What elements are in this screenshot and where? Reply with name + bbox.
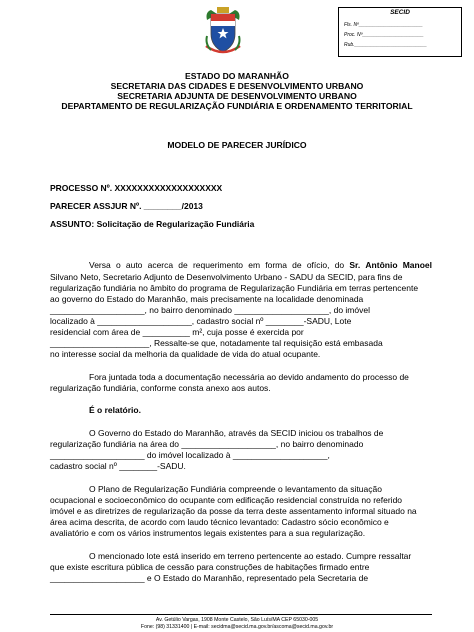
report-closing: É o relatório. bbox=[89, 405, 141, 415]
coat-of-arms-icon bbox=[203, 6, 243, 58]
p1-line2: Silvano Neto, Secretario Adjunto de Desenvolvimento Urbano - SADU da SECID, para fins de bbox=[50, 272, 403, 282]
p3-line1: O Governo do Estado do Maranhão, através da SECID iniciou os trabalhos de bbox=[89, 428, 384, 438]
p1-line1: Versa o auto acerca de requerimento em forma de ofício, do Sr. Antônio Manoel bbox=[89, 260, 432, 270]
header-adjunct: SECRETARIA ADJUNTA DE DESENVOLVIMENTO URBANO bbox=[117, 91, 357, 101]
subject-label: ASSUNTO: bbox=[50, 219, 95, 229]
header-state: ESTADO DO MARANHÃO bbox=[185, 71, 289, 81]
p2-line2: regularização fundiária, conforme consta anexo aos autos. bbox=[50, 383, 271, 393]
footer-contact: Fone: (98) 31331400 | E-mail: secidma@secid.ma.gov.br/ascoma@secid.ma.gov.br bbox=[140, 624, 334, 630]
p1-line8: _____________________, Ressalte-se que, notadamente tal requisição está embasada bbox=[50, 338, 383, 348]
stamp-title: SECID bbox=[390, 9, 410, 16]
p4-line1: O Plano de Regularização Fundiária compreende o levantamento da situação bbox=[89, 484, 382, 494]
processo-number: PROCESSO Nº. XXXXXXXXXXXXXXXXXXX bbox=[50, 183, 223, 193]
p5-line2: que existe escritura pública de cessão para construções de habitações firmado entre bbox=[50, 562, 370, 572]
subject-value: Solicitação de Regularização Fundiária bbox=[96, 219, 255, 229]
p1-line5: ____________________, no bairro denominado ____________________, do imóvel bbox=[50, 305, 370, 315]
protocol-stamp bbox=[338, 7, 462, 57]
stamp-proc: Proc. Nº______________________ bbox=[344, 32, 424, 38]
footer-address: Av. Getúlio Vargas, 1908 Monte Castelo, São Luís/MA CEP 65030-005 bbox=[155, 617, 319, 623]
p5-line1: O mencionado lote está inserido em terreno pertencente ao estado. Cumpre ressaltar bbox=[89, 551, 412, 561]
p4-line3: imóvel e as diretrizes de regularização da posse da terra deste assentamento informal situado na bbox=[50, 506, 417, 516]
p4-line4: área acima descrita, de acordo com laudo técnico levantado: Cadastro sócio econômico e bbox=[50, 517, 389, 527]
subject-line bbox=[50, 219, 254, 229]
header-secretariat: SECRETARIA DAS CIDADES E DESENVOLVIMENTO URBANO bbox=[110, 81, 364, 91]
p3-line3: ____________________ do imóvel localizado à ____________________, bbox=[50, 450, 330, 460]
header-department: DEPARTAMENTO DE REGULARIZAÇÃO FUNDIÁRIA E ORDENAMENTO TERRITORIAL bbox=[61, 101, 413, 111]
p3-line4: cadastro social nº ________-SADU. bbox=[50, 461, 186, 471]
p1-line7: residencial com área de __________ m², cuja posse é exercida por bbox=[50, 327, 304, 337]
parecer-number: PARECER ASSJUR Nº. ________/2013 bbox=[50, 201, 203, 211]
p1-line9: no interesse social da melhoria da qualidade de vida do atual ocupante. bbox=[50, 349, 321, 359]
p5-line3: ____________________ e O Estado do Maranhão, representado pela Secretaria de bbox=[50, 573, 369, 583]
footer-divider bbox=[50, 614, 432, 615]
document-title: MODELO DE PARECER JURÍDICO bbox=[167, 140, 307, 150]
p1-line4: ao governo do Estado do Maranhão, mais precisamente na localidade denominada bbox=[50, 294, 364, 304]
stamp-fls: Fls. Nº_______________________ bbox=[344, 22, 423, 28]
p3-line2: regularização fundiária na área do ____________________, no bairro denominado bbox=[50, 439, 364, 449]
p4-line5: avaliatório e com os vários instrumentos legais existentes para a sua regularização. bbox=[50, 528, 366, 538]
p2-line1: Fora juntada toda a documentação necessária ao devido andamento do processo de bbox=[89, 372, 409, 382]
p1-line6: localizado à ____________________, cadastro social nº ________-SADU, Lote bbox=[50, 316, 352, 326]
stamp-rub: Rub.__________________________ bbox=[344, 42, 427, 48]
p1-line3: regularização fundiária no âmbito do programa de Regularização Fundiária em terras pertencente bbox=[50, 283, 419, 293]
p4-line2: ocupacional e socioeconômico do ocupante com edificação residencial construída no referido bbox=[50, 495, 403, 505]
